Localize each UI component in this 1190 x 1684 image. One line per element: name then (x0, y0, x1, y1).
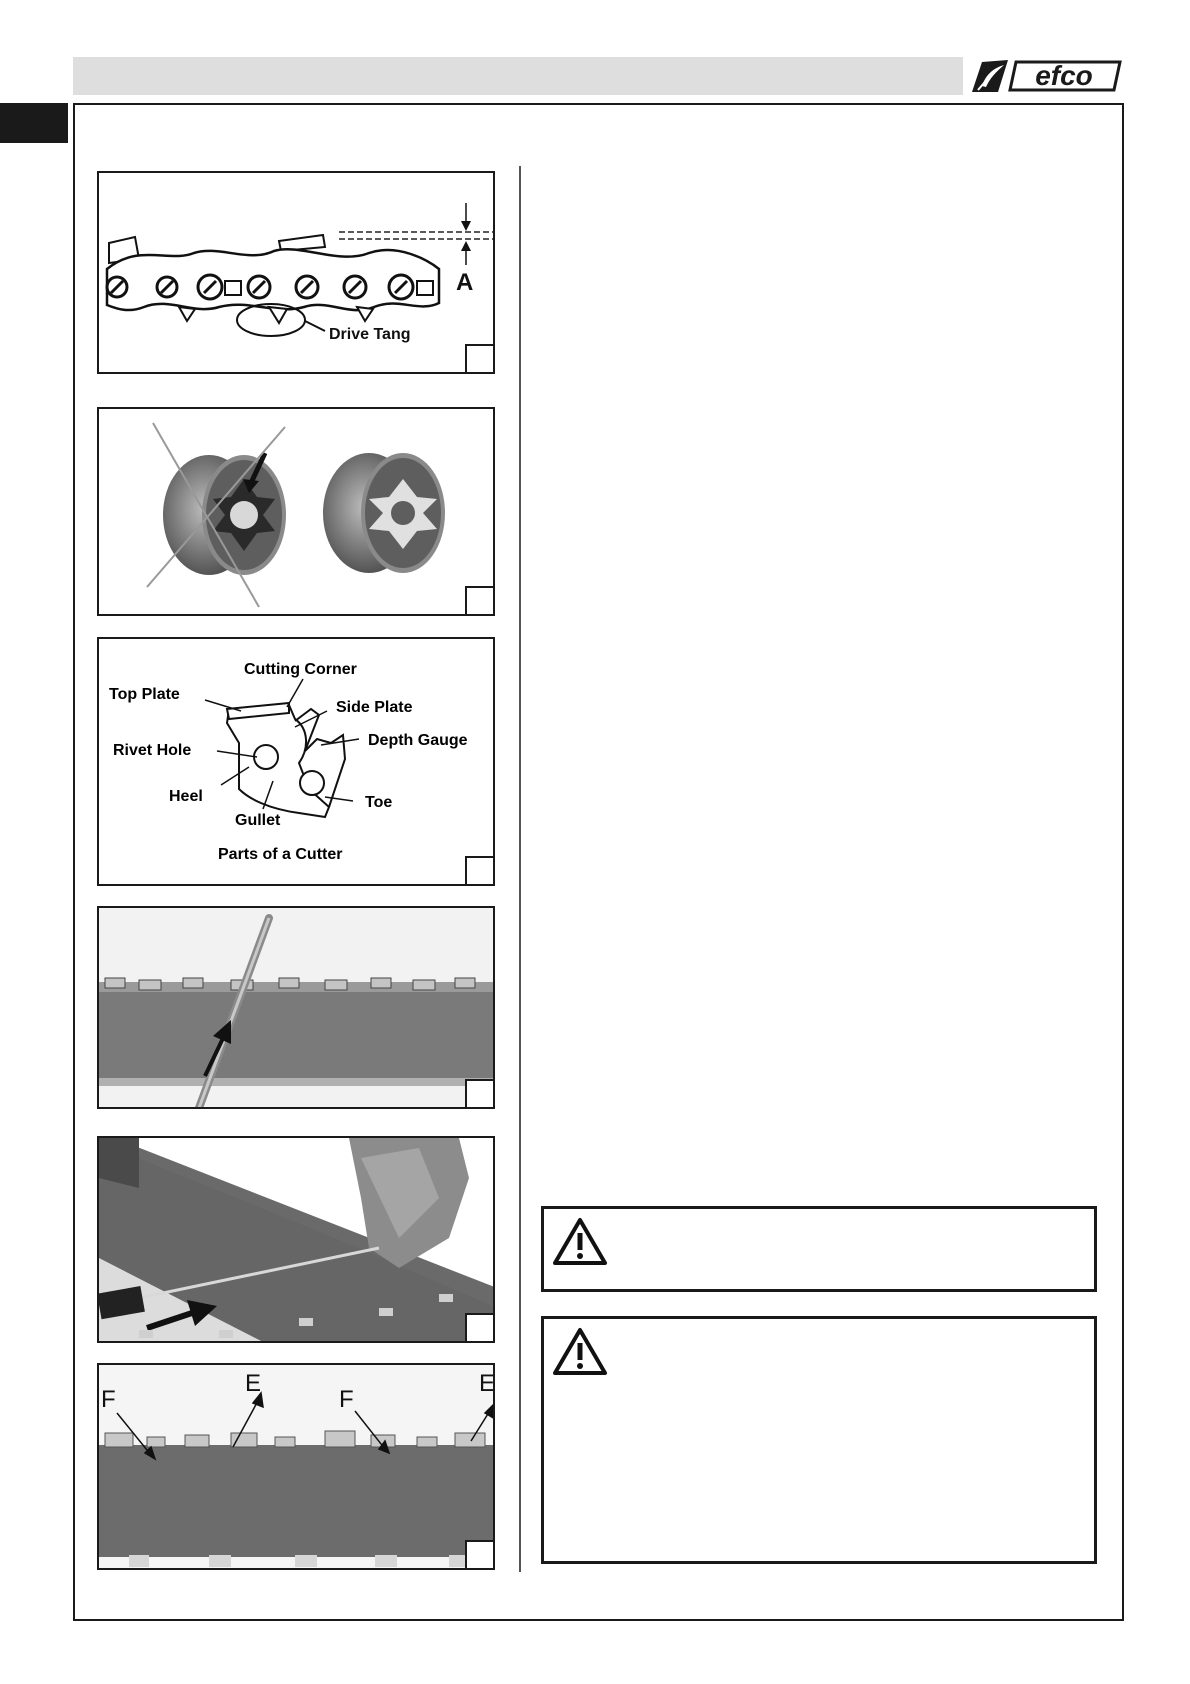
header-bar (73, 57, 963, 95)
figure-cutters-f-e (97, 1363, 495, 1570)
figure-sprockets (97, 407, 495, 616)
warning-box-2 (541, 1316, 1097, 1564)
label-top-plate: Top Plate (109, 686, 180, 703)
language-tab (0, 103, 68, 143)
label-side-plate: Side Plate (336, 699, 413, 716)
good-sprocket (323, 453, 445, 573)
figure-chain-drive-tang (97, 171, 495, 374)
figure-number-box (465, 856, 493, 884)
figure-parts-of-cutter (97, 637, 495, 886)
column-divider (519, 166, 521, 1572)
label-e-left: E (245, 1370, 262, 1397)
warning-triangle-icon (552, 1217, 608, 1267)
leaf-emblem-icon (972, 60, 1008, 92)
brand-wordmark: efco (1035, 60, 1093, 91)
label-f-left: F (101, 1386, 116, 1413)
worn-sprocket (147, 423, 286, 607)
label-heel: Heel (169, 788, 203, 805)
warning-triangle-icon (552, 1327, 608, 1377)
figure-number-box (465, 1079, 493, 1107)
figure-number-box (465, 1540, 493, 1568)
figure-number-box (465, 1313, 493, 1341)
label-e-right: E (479, 1370, 496, 1397)
label-f-right: F (339, 1386, 354, 1413)
label-rivet-hole: Rivet Hole (113, 742, 192, 759)
label-toe: Toe (365, 794, 393, 811)
figure-number-box (465, 344, 493, 372)
warning-box-1 (541, 1206, 1097, 1292)
label-drive-tang: Drive Tang (329, 326, 411, 343)
label-depth-gauge: Depth Gauge (368, 732, 468, 749)
efco-logo (968, 56, 1124, 98)
figure-number-box (465, 586, 493, 614)
figure-caption: Parts of a Cutter (218, 846, 343, 863)
figure-file-on-chain (97, 906, 495, 1109)
label-cutting-corner: Cutting Corner (244, 661, 357, 678)
label-gullet: Gullet (235, 812, 281, 829)
figure-hand-filing (97, 1136, 495, 1343)
label-dimension-a: A (456, 269, 474, 296)
